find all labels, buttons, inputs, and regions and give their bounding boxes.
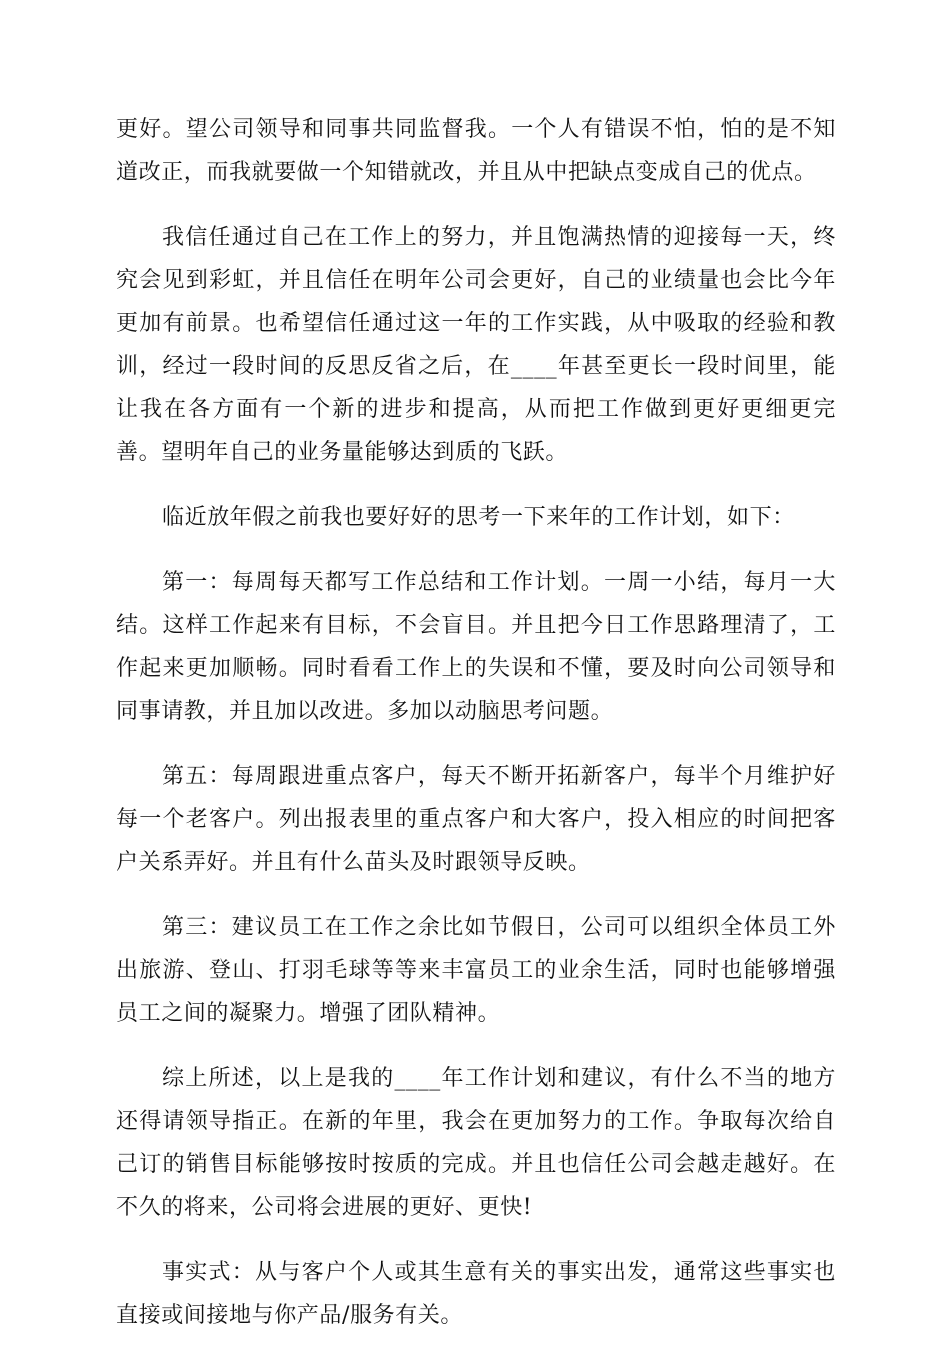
paragraph-4: 第一：每周每天都写工作总结和工作计划。一周一小结，每月一大结。这样工作起来有目标，不会盲目。并且把今日工作思路理清了，工作起来更加顺畅。同时看看工作上的失误和不懂，要及时向公司领导和同事请教，并且加以改进。多加以动脑思考问题。 [116,570,836,724]
paragraph-6: 第三：建议员工在工作之余比如节假日，公司可以组织全体员工外出旅游、登山、打羽毛球等等来丰富员工的业余生活，同时也能够增强员工之间的凝聚力。增强了团队精神。 [116,915,836,1026]
paragraph-8: 事实式：从与客户个人或其生意有关的事实出发，通常这些事实也直接或间接地与你产品/服务有关。 [116,1260,836,1328]
paragraph-2: 我信任通过自己在工作上的努力，并且饱满热情的迎接每一天，终究会见到彩虹，并且信任在明年公司会更好，自己的业绩量也会比今年更加有前景。也希望信任通过这一年的工作实践，从中吸取的经验和教训，经过一段时间的反思反省之后，在____年甚至更长一段时间里，能让我在各方面有一个新的进步和提高，从而把工作做到更好更细更完善。望明年自己的业务量能够达到质的飞跃。 [116,225,836,465]
paragraph-3: 临近放年假之前我也要好好的思考一下来年的工作计划，如下： [162,505,795,530]
document-body [116,108,836,1359]
paragraph-7: 综上所述，以上是我的____年工作计划和建议，有什么不当的地方还得请领导指正。在新的年里，我会在更加努力的工作。争取每次给自己订的销售目标能够按时按质的完成。并且也信任公司会越走越好。在不久的将来，公司将会进展的更好、更快! [116,1066,836,1220]
paragraph-1: 更好。望公司领导和同事共同监督我。一个人有错误不怕，怕的是不知道改正，而我就要做一个知错就改，并且从中把缺点变成自己的优点。 [116,117,836,185]
paragraph-5: 第五：每周跟进重点客户，每天不断开拓新客户，每半个月维护好每一个老客户。列出报表里的重点客户和大客户，投入相应的时间把客户关系弄好。并且有什么苗头及时跟领导反映。 [116,764,836,875]
